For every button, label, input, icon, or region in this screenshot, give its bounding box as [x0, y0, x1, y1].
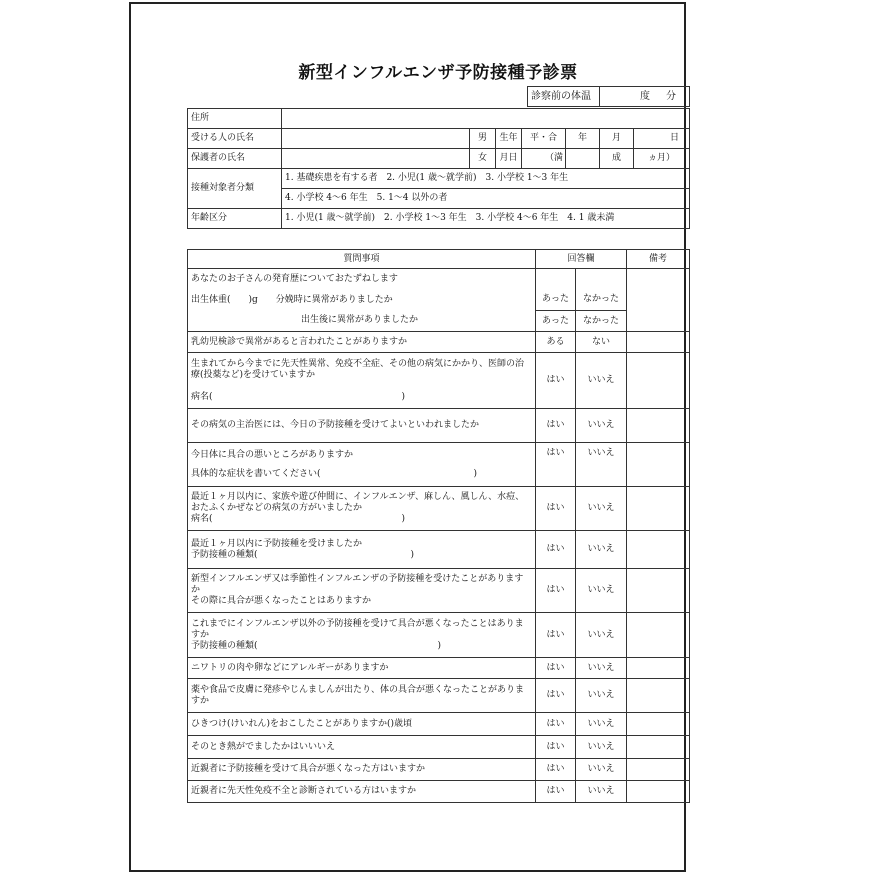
- q8-remarks[interactable]: [627, 569, 690, 613]
- q3-text: 生まれてから今までに先天性異常、免疫不全症、その他の病気にかかり、医師の治療(投薬など)を受けていますか: [191, 358, 525, 380]
- q1-a1[interactable]: あった: [536, 290, 576, 311]
- q5-a[interactable]: はい: [536, 443, 576, 487]
- q1-line2: 出生体重( )g 分娩時に異常がありましたか: [188, 290, 536, 311]
- recipient-name-field[interactable]: [282, 129, 470, 149]
- address-field[interactable]: [282, 109, 690, 129]
- q8-text: 新型インフルエンザ又は季節性インフルエンザの予防接種を受けたことがありますか: [191, 574, 524, 595]
- q15-a[interactable]: はい: [536, 781, 576, 803]
- q9-b[interactable]: いいえ: [576, 613, 627, 658]
- q4-b[interactable]: いいえ: [576, 409, 627, 443]
- q2-a[interactable]: ある: [536, 332, 576, 353]
- header-remarks: 備考: [627, 250, 690, 269]
- category-options-line1[interactable]: 1. 基礎疾患を有する者 2. 小児(1 歳～就学前) 3. 小学校 1～3 年生: [282, 169, 690, 189]
- temperature-min-unit: 分: [666, 91, 676, 102]
- q12-b[interactable]: いいえ: [576, 713, 627, 736]
- category-options-line2[interactable]: 4. 小学校 4～6 年生 5. 1～4 以外の者: [282, 189, 690, 209]
- q8-a[interactable]: はい: [536, 569, 576, 613]
- q5-cell: [188, 443, 536, 487]
- q1-line1: あなたのお子さんの発育歴についておたずねします: [188, 269, 536, 290]
- dob-label-1: 生年: [496, 129, 522, 149]
- q3-b[interactable]: いいえ: [576, 353, 627, 409]
- dob-day[interactable]: 日: [634, 129, 690, 149]
- header-answer: 回答欄: [536, 250, 627, 269]
- q11-text: 薬や食品で皮膚に発疹やじんましんが出たり、体の具合が悪くなったことがありますか: [188, 679, 536, 713]
- q10-remarks[interactable]: [627, 658, 690, 679]
- q5-remarks[interactable]: [627, 443, 690, 487]
- q6-cell: [188, 487, 536, 531]
- questions-table: [187, 249, 690, 803]
- category-label: 接種対象者分類: [188, 169, 282, 209]
- q8-b[interactable]: いいえ: [576, 569, 627, 613]
- q4-remarks[interactable]: [627, 409, 690, 443]
- guardian-name-label: 保護者の氏名: [188, 149, 282, 169]
- q6-remarks[interactable]: [627, 487, 690, 531]
- q7-remarks[interactable]: [627, 531, 690, 569]
- personal-info-table: [187, 108, 690, 229]
- q11-remarks[interactable]: [627, 679, 690, 713]
- q2-text: 乳幼児検診で異常があると言われたことがありますか: [188, 332, 536, 353]
- q5-sub[interactable]: 具体的な症状を書いてください( ): [191, 468, 478, 479]
- sex-female-option[interactable]: 女: [470, 149, 496, 169]
- recipient-name-label: 受ける人の氏名: [188, 129, 282, 149]
- q3-cell: [188, 353, 536, 409]
- q6-b[interactable]: いいえ: [576, 487, 627, 531]
- q5-text: 今日体に具合の悪いところがありますか: [191, 449, 354, 460]
- q1-remarks[interactable]: [627, 269, 690, 332]
- q13-b[interactable]: いいえ: [576, 736, 627, 759]
- q13-remarks[interactable]: [627, 736, 690, 759]
- dob-year[interactable]: 年: [566, 129, 600, 149]
- dob-month[interactable]: 月: [600, 129, 634, 149]
- q7-cell: [188, 531, 536, 569]
- q9-a[interactable]: はい: [536, 613, 576, 658]
- q5-b[interactable]: いいえ: [576, 443, 627, 487]
- q13-a[interactable]: はい: [536, 736, 576, 759]
- q1-line3: 出生後に異常がありましたか: [188, 311, 536, 332]
- q11-a[interactable]: はい: [536, 679, 576, 713]
- q4-a[interactable]: はい: [536, 409, 576, 443]
- era-field[interactable]: 平・合: [522, 129, 566, 149]
- q13-text: そのとき熱がでましたかはいいいえ: [188, 736, 536, 759]
- q6-sub[interactable]: 病名( ): [191, 514, 406, 524]
- q10-b[interactable]: いいえ: [576, 658, 627, 679]
- sex-male-option[interactable]: 男: [470, 129, 496, 149]
- q12-text: ひきつけ(けいれん)をおこしたことがありますか()歳頃: [188, 713, 536, 736]
- q3-remarks[interactable]: [627, 353, 690, 409]
- guardian-name-field[interactable]: [282, 149, 470, 169]
- q11-b[interactable]: いいえ: [576, 679, 627, 713]
- header-question: 質問事項: [188, 250, 536, 269]
- q15-remarks[interactable]: [627, 781, 690, 803]
- temperature-field[interactable]: [600, 87, 690, 107]
- q4-text: その病気の主治医には、今日の予防接種を受けてよいといわれましたか: [188, 409, 536, 443]
- q6-a[interactable]: はい: [536, 487, 576, 531]
- q10-text: ニワトリの肉や卵などにアレルギーがありますか: [188, 658, 536, 679]
- q7-b[interactable]: いいえ: [576, 531, 627, 569]
- age-years[interactable]: 成: [600, 149, 634, 169]
- temperature-deg-unit: 度: [640, 91, 650, 102]
- q3-a[interactable]: はい: [536, 353, 576, 409]
- q7-text: 最近１ヶ月以内に予防接種を受けましたか: [191, 538, 363, 549]
- age-class-label: 年齢区分: [188, 209, 282, 229]
- q15-b[interactable]: いいえ: [576, 781, 627, 803]
- q9-sub[interactable]: 予防接種の種類( ): [191, 640, 442, 651]
- q12-a[interactable]: はい: [536, 713, 576, 736]
- age-months[interactable]: ヵ月）: [634, 149, 690, 169]
- q3-sub[interactable]: 病名( ): [191, 391, 406, 402]
- q1-b2[interactable]: なかった: [576, 311, 627, 332]
- temperature-label: 診察前の体温: [528, 87, 600, 107]
- q9-cell: [188, 613, 536, 658]
- q12-remarks[interactable]: [627, 713, 690, 736]
- q14-text: 近親者に予防接種を受けて具合が悪くなった方はいますか: [188, 759, 536, 781]
- q14-b[interactable]: いいえ: [576, 759, 627, 781]
- q8-sub: その際に具合が悪くなったことはありますか: [191, 596, 372, 606]
- q15-text: 近親者に先天性免疫不全と診断されている方はいますか: [188, 781, 536, 803]
- q10-a[interactable]: はい: [536, 658, 576, 679]
- q1-a2[interactable]: あった: [536, 311, 576, 332]
- age-open: （満: [522, 149, 566, 169]
- form-title: 新型インフルエンザ予防接種予診票: [298, 63, 578, 83]
- q1-b1[interactable]: なかった: [576, 290, 627, 311]
- q7-sub[interactable]: 予防接種の種類( ): [191, 549, 415, 560]
- q9-text: これまでにインフルエンザ以外の予防接種を受けて具合が悪くなったことはありますか: [191, 618, 524, 640]
- q8-cell: [188, 569, 536, 613]
- q7-a[interactable]: はい: [536, 531, 576, 569]
- q2-remarks[interactable]: [627, 332, 690, 353]
- q2-b[interactable]: ない: [576, 332, 627, 353]
- dob-label-2: 月日: [496, 149, 522, 169]
- age-class-options[interactable]: 1. 小児(1 歳～就学前) 2. 小学校 1～3 年生 3. 小学校 4～6 年生 4. 1 歳未満: [282, 209, 690, 229]
- q6-text: 最近１ヶ月以内に、家族や遊び仲間に、インフルエンザ、麻しん、風しん、水痘、おたふくかぜなどの病気の方がいましたか: [191, 492, 525, 513]
- q9-remarks[interactable]: [627, 613, 690, 658]
- temperature-box: [527, 86, 690, 107]
- q14-remarks[interactable]: [627, 759, 690, 781]
- address-label: 住所: [188, 109, 282, 129]
- q14-a[interactable]: はい: [536, 759, 576, 781]
